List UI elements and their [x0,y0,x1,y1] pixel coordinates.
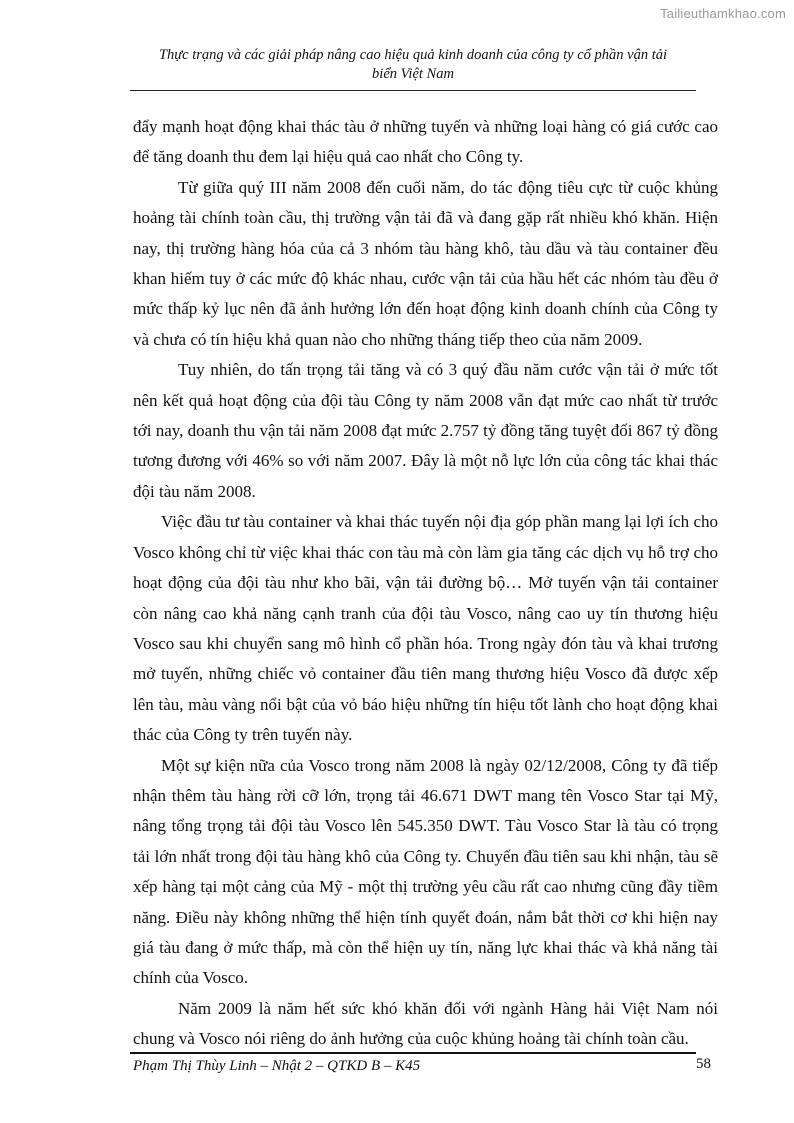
footer-author: Phạm Thị Thùy Linh – Nhật 2 – QTKD B – K45 [133,1058,421,1074]
page-number: 58 [696,1056,711,1072]
header-title-line-1: Thực trạng và các giải pháp nâng cao hiệu quả kinh doanh của công ty cổ phần vận tải [158,47,668,63]
paragraph-vosco-star: Một sự kiện nữa của Vosco trong năm 2008 là ngày 02/12/2008, Công ty đã tiếp nhận thêm tàu hàng rời cỡ lớn, trọng tải 46.671 DWT mang tên Vosco Star tại Mỹ, nâng tổng trọng tải đội tàu Vosco lên 545.350 DWT. Tàu Vosco Star là tàu có trọng tải lớn nhất trong đội tàu hàng khô của Công ty. Chuyến đầu tiên sau khi nhận, tàu sẽ xếp hàng tại một cảng của Mỹ - một thị trường yêu cầu rất cao nhưng cũng đầy tiềm năng. Điều này không những thể hiện tính quyết đoán, nắm bắt thời cơ khi hiện nay giá tàu đang ở mức thấp, mà còn thể hiện uy tín, năng lực khai thác và khả năng tài chính của Vosco. [133,755,718,988]
page-header [130,46,696,84]
watermark-text: Tailieuthamkhao.com [660,6,786,21]
paragraph-container-investment: Việc đầu tư tàu container và khai thác tuyến nội địa góp phần mang lại lợi ích cho Vosco không chỉ từ việc khai thác con tàu mà còn làm gia tăng các dịch vụ hỗ trợ cho hoạt động của đội tàu như kho bãi, vận tải đường bộ… Mở tuyến vận tải container còn nâng cao khả năng cạnh tranh của đội tàu Vosco, nâng cao uy tín thương hiệu Vosco sau khi chuyển sang mô hình cổ phần hóa. Trong ngày đón tàu và khai trương mở tuyến, những chiếc vỏ container đầu tiên mang thương hiệu Vosco đã được xếp lên tàu, màu vàng nổi bật của vỏ báo hiệu những tín hiệu tốt lành cho hoạt động khai thác của Công ty trên tuyến này. [133,512,718,745]
header-divider [130,90,696,91]
paragraph-year-2009: Năm 2009 là năm hết sức khó khăn đối với ngành Hàng hải Việt Nam nói chung và Vosco nói riêng do ảnh hưởng của cuộc khủng hoảng tài chính toàn cầu. [133,998,718,1049]
paragraph-fleet-results: Tuy nhiên, do tấn trọng tải tăng và có 3 quý đầu năm cước vận tải ở mức tốt nên kết quả hoạt động của đội tàu Công ty năm 2008 vẫn đạt mức cao nhất từ trước tới nay, doanh thu vận tải năm 2008 đạt mức 2.757 tỷ đồng tăng tuyệt đối 867 tỷ đồng tương đương với 46% so với năm 2007. Đây là một nỗ lực lớn của công tác khai thác đội tàu năm 2008. [133,360,718,501]
paragraph-market-crisis: Từ giữa quý III năm 2008 đến cuối năm, do tác động tiêu cực từ cuộc khủng hoảng tài chính toàn cầu, thị trường vận tải đã và đang gặp rất nhiều khó khăn. Hiện nay, thị trường hàng hóa của cả 3 nhóm tàu hàng khô, tàu dầu và tàu container đều khan hiếm tuy ở các mức độ khác nhau, cước vận tải của hầu hết các nhóm tàu đều ở mức thấp kỷ lục nên đã ảnh hưởng lớn đến hoạt động kinh doanh chính của Công ty và chưa có tín hiệu khả quan nào cho những tháng tiếp theo của năm 2009. [133,177,718,349]
footer-divider [130,1052,696,1054]
document-body [133,112,718,1055]
paragraph-continuation: đẩy mạnh hoạt động khai thác tàu ở những tuyến và những loại hàng có giá cước cao để tăng doanh thu đem lại hiệu quả cao nhất cho Công ty. [133,117,718,167]
header-title-line-2: biển Việt Nam [372,66,454,82]
